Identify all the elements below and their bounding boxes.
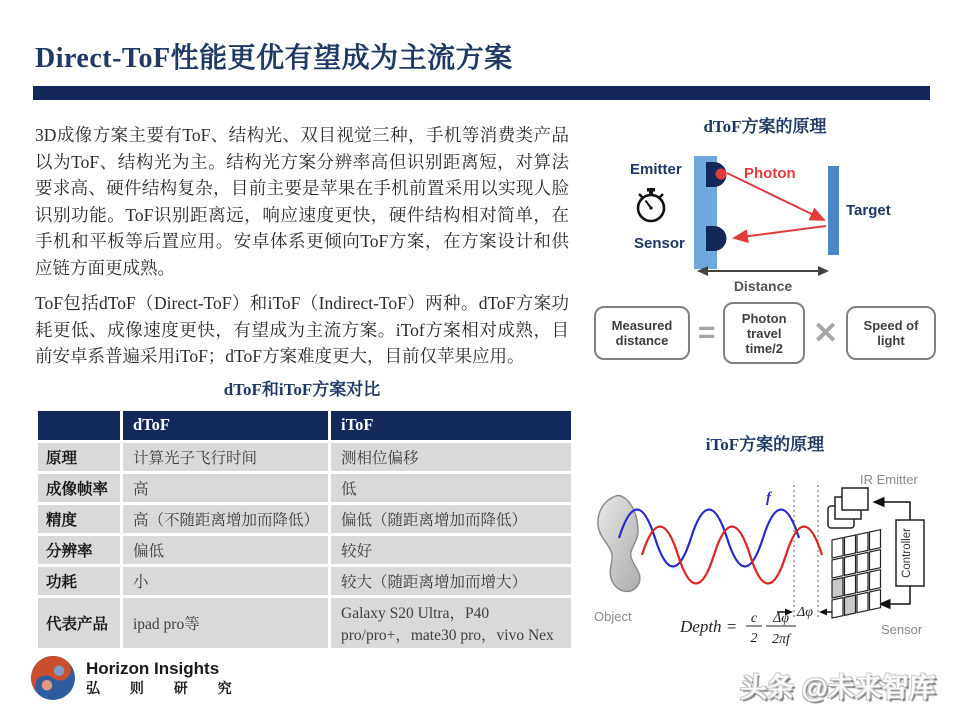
comparison-table-title: dToF和iToF方案对比 [223, 379, 381, 399]
photon-travel-box: Photon travel time/2 [723, 302, 805, 364]
frac1-den: 2 [750, 631, 758, 646]
sensor-label: Sensor [634, 235, 685, 252]
table-header-dtof: dToF [122, 409, 330, 441]
brand-name-en: Horizon Insights [86, 659, 220, 678]
delta-phi-label: Δφ [797, 605, 813, 620]
right-column [594, 116, 936, 672]
dtof-cell: 高 [122, 472, 330, 503]
emitter-label: Emitter [630, 161, 682, 178]
dtof-diagram-title: dToF方案的原理 [703, 117, 827, 136]
row-label: 分辨率 [37, 534, 122, 565]
row-label: 代表产品 [37, 596, 122, 649]
equals-sign: = [697, 316, 716, 349]
paragraph-1: 3D成像方案主要有ToF、结构光、双目视觉三种，手机等消费类产品以为ToF、结构光为主。结构光方案分辨率高但识别距离短，对算法要求高、硬件结构复杂，目前主要是苹果在手机前置采用以实现人脸识别功能。ToF识别距离远，响应速度更快，硬件结构相对简单，在手机和平板等后置应用。安卓体系更倾向ToF方案，在方案设计和供应链方面更成熟。 [35, 125, 569, 278]
wave-blue [619, 510, 799, 567]
sensor-grid-label: Sensor [881, 622, 923, 637]
multiply-icon: ✕ [813, 316, 839, 350]
target-bar [828, 166, 839, 255]
sensor-grid [832, 530, 881, 618]
stopwatch-icon [638, 188, 664, 221]
itof-cell: 偏低（随距离增加而降低） [330, 503, 573, 534]
table-header-empty [37, 409, 122, 441]
target-label: Target [846, 202, 891, 219]
table-header-row [37, 409, 573, 441]
row-label: 功耗 [37, 565, 122, 596]
brand-name-cn: 弘 则 研 究 [86, 680, 245, 696]
horizon-logo-icon [30, 655, 76, 701]
ir-emitter-icon [828, 488, 868, 528]
ir-emitter-label: IR Emitter [860, 472, 918, 487]
dtof-cell: 高（不随距离增加而降低） [122, 503, 330, 534]
row-label: 原理 [37, 441, 122, 472]
phase-lines [794, 485, 818, 620]
table-header-itof: iToF [330, 409, 573, 441]
wave-red [642, 527, 822, 584]
table-row [37, 596, 573, 649]
itof-diagram [594, 460, 934, 672]
sensor-dot [706, 226, 727, 251]
itof-cell: 测相位偏移 [330, 441, 573, 472]
row-label: 精度 [37, 503, 122, 534]
dtof-cell: ipad pro等 [122, 596, 330, 649]
itof-cell: Galaxy S20 Ultra，P40 pro/pro+，mate30 pro，vivo Nex [330, 596, 573, 649]
photon-origin [716, 169, 727, 180]
footer-brand [30, 655, 245, 701]
dtof-panel [594, 116, 936, 364]
left-column [35, 122, 569, 651]
controller-label: Controller [901, 528, 913, 578]
frac1-num: c [750, 611, 758, 626]
brand-text [86, 659, 245, 697]
photon-arrows [727, 173, 826, 238]
itof-cell: 低 [330, 472, 573, 503]
itof-cell: 较好 [330, 534, 573, 565]
speed-of-light-box: Speed of light [846, 306, 936, 360]
comparison-table [35, 408, 574, 651]
table-row [37, 565, 573, 596]
paragraph-2: ToF包括dToF（Direct-ToF）和iToF（Indirect-ToF）两种。dToF方案功耗更低、成像速度更快，有望成为主流方案。iTof方案相对成熟，目前安卓系普遍采用iToF；dToF方案难度更大，目前仅苹果应用。 [35, 293, 569, 366]
dtof-cell: 小 [122, 565, 330, 596]
itof-cell: 较大（随距离增加而增大） [330, 565, 573, 596]
table-row [37, 534, 573, 565]
page-title: Direct-ToF性能更优有望成为主流方案 [35, 43, 513, 74]
dtof-diagram [594, 142, 934, 294]
photon-label: Photon [744, 165, 796, 182]
table-row [37, 441, 573, 472]
depth-formula [679, 611, 796, 647]
row-label: 成像帧率 [37, 472, 122, 503]
depth-lhs: Depth = [680, 617, 738, 636]
itof-panel [594, 434, 936, 672]
object-label: Object [594, 609, 632, 624]
frac2-den: 2πf [772, 632, 790, 647]
frequency-label: f [766, 490, 771, 506]
watermark: 头条 @未来智库 [740, 673, 936, 703]
table-row [37, 472, 573, 503]
frac2-num: Δφ [773, 611, 789, 626]
itof-diagram-title: iToF方案的原理 [705, 435, 825, 454]
dtof-cell: 偏低 [122, 534, 330, 565]
dtof-formula [594, 302, 936, 364]
measured-distance-box: Measured distance [594, 306, 690, 360]
dtof-cell: 计算光子飞行时间 [122, 441, 330, 472]
table-row [37, 503, 573, 534]
distance-label: Distance [733, 278, 793, 294]
title-divider [33, 86, 930, 100]
